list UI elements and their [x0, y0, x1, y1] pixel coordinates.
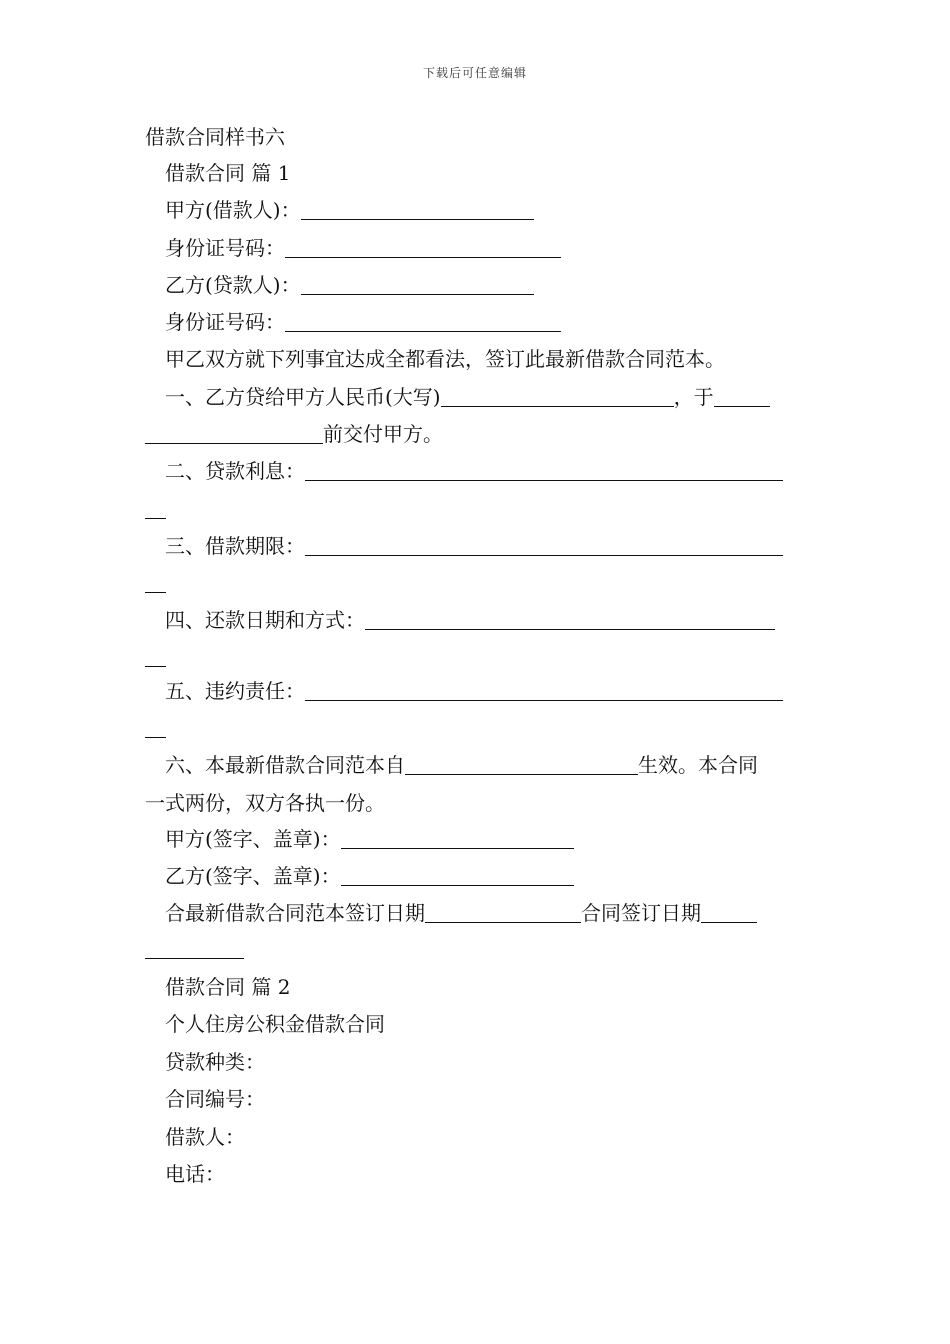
id-a-line [165, 229, 830, 267]
party-b-blank [301, 270, 534, 295]
clause-1-comma: ，于 [673, 385, 714, 409]
contract-1-heading: 借款合同 篇 1 [165, 161, 291, 185]
clause-1-date-blank-cont [145, 419, 323, 444]
clause-5-line [165, 672, 810, 710]
page-header: 下载后可任意编辑 [422, 66, 527, 80]
contract-number-field: 合同编号： [165, 1087, 265, 1111]
sign-date-line [165, 894, 810, 932]
sign-b-label: 乙方(签字、盖章)： [165, 864, 341, 888]
contract-2-title: 个人住房公积金借款合同 [165, 1012, 385, 1036]
id-b-label: 身份证号码： [165, 310, 285, 334]
clause-4-label: 四、还款日期和方式： [165, 608, 365, 632]
party-a-blank [301, 195, 534, 220]
clause-1-cont [145, 415, 810, 453]
clause-1-amount-blank [441, 382, 674, 407]
clause-4-blank [365, 605, 775, 630]
party-a-label: 甲方(借款人)： [165, 198, 301, 222]
clause-1-delivery: 前交付甲方。 [323, 422, 443, 446]
clause-1-text: 一、乙方贷给甲方人民币(大写) [165, 385, 441, 409]
clause-5-cont [145, 709, 810, 747]
sign-a-blank [341, 824, 574, 849]
clause-6-blank [405, 750, 638, 775]
sign-a-line [165, 820, 830, 858]
clause-6-cont: 一式两份，双方各执一份。 [145, 791, 385, 815]
clause-5-blank [305, 676, 783, 701]
id-b-blank [285, 307, 561, 332]
clause-5-blank-cont [145, 713, 166, 738]
borrower-field: 借款人： [165, 1125, 245, 1149]
party-b-line [165, 266, 830, 304]
sign-a-label: 甲方(签字、盖章)： [165, 827, 341, 851]
clause-1-line [165, 378, 810, 416]
sign-date-cont [145, 930, 810, 968]
sign-date-label-a: 合最新借款合同范本签订日期 [165, 901, 425, 925]
sign-date-blank-b [701, 898, 757, 923]
clause-2-blank-cont [145, 494, 166, 519]
intro-paragraph: 甲乙双方就下列事宜达成全都看法，签订此最新借款合同范本。 [165, 347, 725, 371]
sign-date-blank-a [425, 898, 581, 923]
document-title: 借款合同样书六 [145, 125, 285, 149]
clause-2-blank [305, 456, 783, 481]
clause-2-line [165, 452, 810, 490]
clause-4-blank-cont [145, 642, 166, 667]
clause-4-cont [145, 638, 810, 676]
clause-3-label: 三、借款期限： [165, 534, 305, 558]
party-a-line [165, 191, 830, 229]
sign-date-blank-cont [145, 934, 244, 959]
clause-3-blank [305, 531, 783, 556]
clause-3-cont [145, 564, 810, 602]
clause-6-text: 六、本最新借款合同范本自 [165, 753, 405, 777]
sign-date-label-b: 合同签订日期 [581, 901, 701, 925]
clause-6-effective: 生效。本合同 [638, 753, 758, 777]
sign-b-line [165, 857, 830, 895]
id-b-line [165, 303, 830, 341]
clause-5-label: 五、违约责任： [165, 679, 305, 703]
sign-b-blank [341, 861, 574, 886]
clause-2-label: 二、贷款利息： [165, 459, 305, 483]
phone-field: 电话： [165, 1162, 225, 1186]
clause-4-line [165, 601, 810, 639]
id-a-label: 身份证号码： [165, 236, 285, 260]
clause-3-line [165, 527, 810, 565]
party-b-label: 乙方(贷款人)： [165, 273, 301, 297]
clause-1-date-blank [714, 382, 770, 407]
id-a-blank [285, 233, 561, 258]
clause-3-blank-cont [145, 568, 166, 593]
loan-type-field: 贷款种类： [165, 1050, 265, 1074]
contract-2-heading: 借款合同 篇 2 [165, 975, 291, 999]
clause-6-line [165, 746, 810, 784]
clause-2-cont [145, 490, 810, 528]
